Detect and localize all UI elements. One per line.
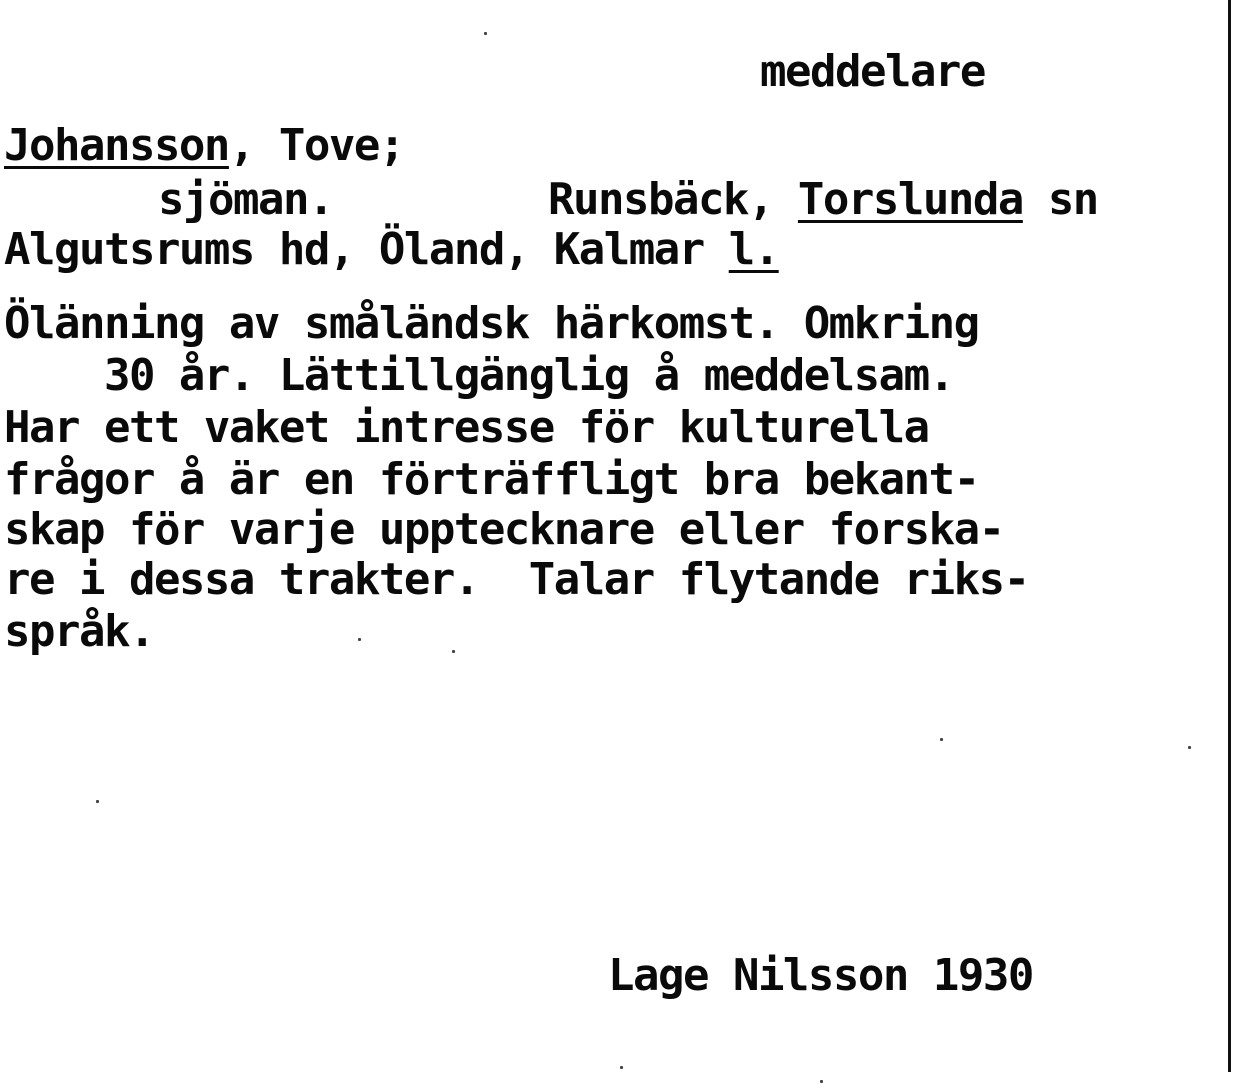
occupation: sjöman. bbox=[158, 174, 333, 225]
parish-suffix: sn bbox=[1022, 174, 1098, 225]
description-line: Ölänning av småländsk härkomst. Omkring bbox=[4, 298, 979, 349]
scan-speck bbox=[452, 650, 455, 653]
informant-name-line bbox=[4, 122, 404, 170]
district: Algutsrums hd, Öland, Kalmar bbox=[4, 224, 729, 275]
district-line bbox=[4, 226, 779, 274]
description-line: språk. bbox=[4, 606, 154, 657]
card-edge-line bbox=[1228, 0, 1231, 1072]
given-name: , Tove; bbox=[228, 120, 404, 171]
description-line: frågor å är en förträffligt bra bekant- bbox=[4, 454, 979, 505]
description-line: re i dessa trakter. Talar flytande riks- bbox=[4, 554, 1029, 605]
description-line: Har ett vaket intresse för kulturella bbox=[4, 402, 929, 453]
scan-speck bbox=[96, 800, 99, 803]
parish: Torslunda bbox=[797, 174, 1023, 225]
description-line: skap för varje upptecknare eller forska- bbox=[4, 504, 1004, 555]
category-label: meddelare bbox=[760, 46, 985, 97]
county-abbrev: l. bbox=[728, 224, 779, 275]
surname: Johansson bbox=[4, 120, 229, 171]
scan-speck bbox=[1188, 746, 1191, 749]
scan-speck bbox=[820, 1080, 823, 1083]
scan-speck bbox=[358, 638, 361, 641]
scan-speck bbox=[940, 738, 943, 741]
scan-speck bbox=[620, 1066, 623, 1069]
description-line: 30 år. Lättillgänglig å meddelsam. bbox=[4, 350, 954, 401]
scan-speck bbox=[484, 32, 487, 35]
place-line bbox=[548, 176, 1098, 224]
signature: Lage Nilsson 1930 bbox=[608, 950, 1033, 1001]
village: Runsbäck, bbox=[548, 174, 798, 225]
